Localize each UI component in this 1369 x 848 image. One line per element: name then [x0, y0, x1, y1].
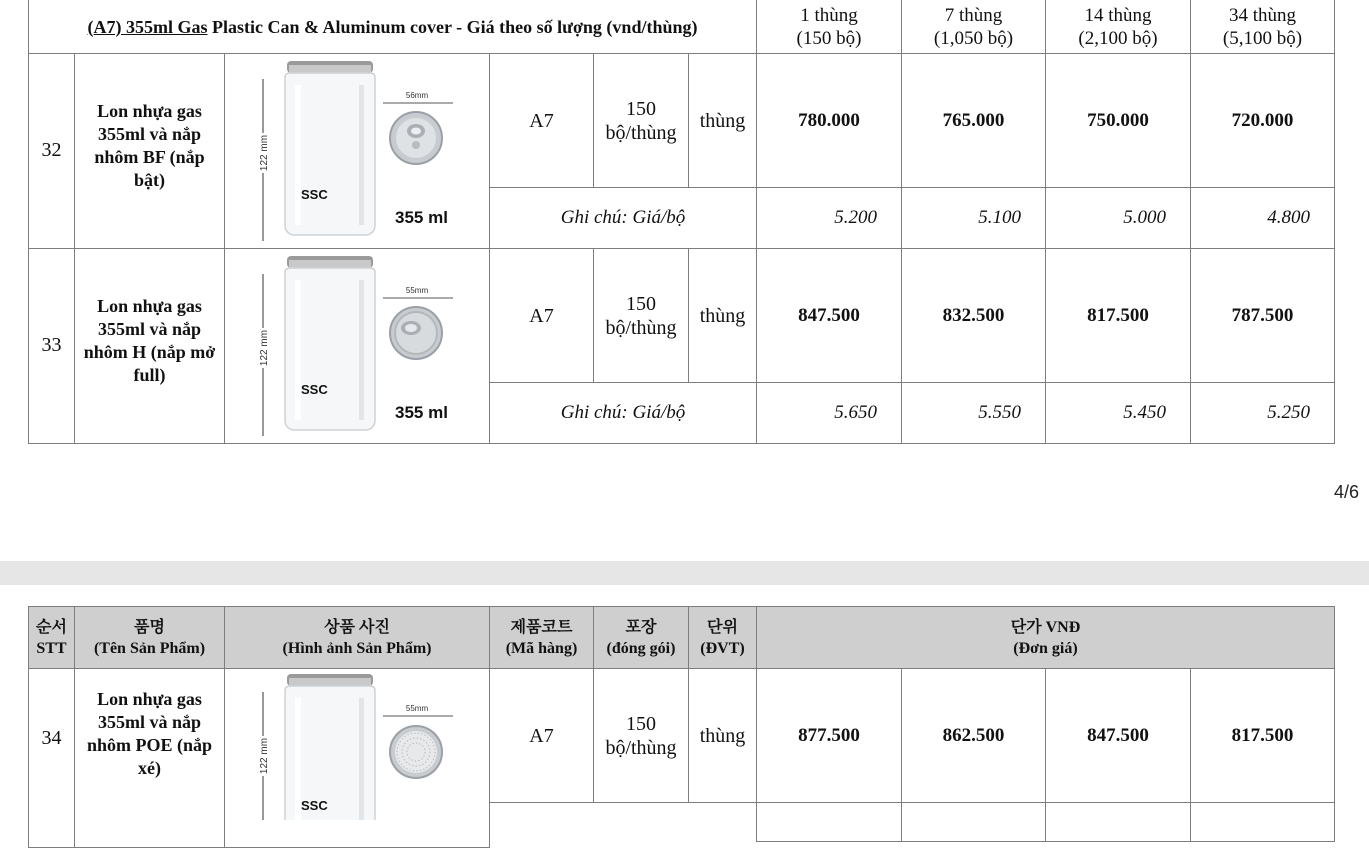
lid-dimension: [383, 704, 453, 716]
height-dimension: [256, 692, 270, 820]
price-tier-2: 765.000: [901, 53, 1046, 188]
price-tier-3: 847.500: [1045, 668, 1191, 803]
product-image-cell: [224, 53, 490, 249]
title-rest: Plastic Can & Aluminum cover - Giá theo số lượng (vnd/thùng): [207, 16, 698, 37]
unit-price-tier-3: 5.450: [1045, 382, 1191, 444]
product-code: A7: [489, 53, 594, 188]
height-dimension: [256, 79, 270, 241]
price-tier-1: 780.000: [756, 53, 902, 188]
tier-header-2: 7 thùng (1,050 bộ): [901, 0, 1046, 54]
header-unit: 단위 (ĐVT): [688, 606, 757, 669]
tier-header-3: 14 thùng (2,100 bộ): [1045, 0, 1191, 54]
lid-dimension: [383, 91, 453, 103]
brand-logo: SSC: [301, 382, 328, 397]
unit-price-tier-1: 5.650: [756, 382, 902, 444]
unit-price-tier-4: 5.250: [1190, 382, 1335, 444]
svg-text:122 mm: 122 mm: [259, 134, 270, 172]
svg-text:122 mm: 122 mm: [259, 329, 270, 367]
header-code: 제품코트 (Mã hàng): [489, 606, 594, 669]
row-stt: 34: [28, 668, 75, 848]
unit-price-tier-3: 5.000: [1045, 187, 1191, 249]
can-image-h: [233, 250, 483, 440]
tier-header-1: 1 thùng (150 bộ): [756, 0, 902, 54]
row-stt: 32: [28, 53, 75, 249]
page-number: 4/6: [1334, 482, 1360, 502]
price-tier-1: 877.500: [756, 668, 902, 803]
unit-price-tier-1: 5.200: [756, 187, 902, 249]
header-product-photo: 상품 사진 (Hình ảnh Sản Phẩm): [224, 606, 490, 669]
lid-dimension: [383, 286, 453, 298]
svg-text:122 mm: 122 mm: [259, 737, 270, 775]
note-row-partial: [1190, 802, 1335, 842]
unit-price-tier-2: 5.100: [901, 187, 1046, 249]
table-title: [28, 0, 757, 54]
packing: 150 bộ/thùng: [593, 248, 689, 383]
price-tier-4: 787.500: [1190, 248, 1335, 383]
price-tier-3: 817.500: [1045, 248, 1191, 383]
header-unit-price: 단가 VNĐ (Đơn giá): [756, 606, 1335, 669]
can-body: [285, 674, 375, 820]
full-open-lid-icon: [390, 307, 442, 359]
price-tier-2: 832.500: [901, 248, 1046, 383]
unit-price-tier-4: 4.800: [1190, 187, 1335, 249]
note-unit-price: Ghi chú: Giá/bộ: [489, 187, 757, 249]
can-image-bf: [233, 55, 483, 245]
title-prefix: (A7) 355ml Gas: [87, 16, 208, 37]
height-dimension: [256, 274, 270, 436]
tier-header-4: 34 thùng (5,100 bộ): [1190, 0, 1335, 54]
note-row-partial: [1045, 802, 1191, 842]
product-code: A7: [489, 248, 594, 383]
brand-logo: SSC: [301, 798, 328, 813]
unit: thùng: [688, 668, 757, 803]
unit-price-tier-2: 5.550: [901, 382, 1046, 444]
packing: 150 bộ/thùng: [593, 53, 689, 188]
note-row-partial: [901, 802, 1046, 842]
unit: thùng: [688, 248, 757, 383]
svg-text:55mm: 55mm: [405, 704, 429, 713]
price-tier-2: 862.500: [901, 668, 1046, 803]
product-code: A7: [489, 668, 594, 803]
volume-label: 355 ml: [395, 208, 448, 227]
header-stt: 순서 STT: [28, 606, 75, 669]
can-body: [285, 61, 375, 235]
header-packing: 포장 (đóng gói): [593, 606, 689, 669]
volume-label: 355 ml: [395, 403, 448, 422]
note-unit-price: Ghi chú: Giá/bộ: [489, 382, 757, 444]
can-body: [285, 256, 375, 430]
price-tier-3: 750.000: [1045, 53, 1191, 188]
product-image-cell: [224, 668, 490, 848]
page-separator: [0, 561, 1369, 585]
product-name: Lon nhựa gas 355ml và nắp nhôm BF (nắp bật): [74, 53, 225, 249]
product-image-cell: [224, 248, 490, 444]
product-name: Lon nhựa gas 355ml và nắp nhôm POE (nắp xé): [74, 668, 225, 848]
header-product-name: 품명 (Tên Sản Phẩm): [74, 606, 225, 669]
price-tier-4: 720.000: [1190, 53, 1335, 188]
peel-off-lid-icon: [390, 726, 442, 778]
svg-text:55mm: 55mm: [405, 286, 429, 295]
packing: 150 bộ/thùng: [593, 668, 689, 803]
price-tier-1: 847.500: [756, 248, 902, 383]
note-row-partial: [756, 802, 902, 842]
product-name: Lon nhựa gas 355ml và nắp nhôm H (nắp mở full): [74, 248, 225, 444]
row-stt: 33: [28, 248, 75, 444]
brand-logo: SSC: [301, 187, 328, 202]
pop-tab-lid-icon: [390, 112, 442, 164]
can-image-poe: [233, 670, 483, 820]
unit: thùng: [688, 53, 757, 188]
price-tier-4: 817.500: [1190, 668, 1335, 803]
svg-text:56mm: 56mm: [405, 91, 429, 100]
